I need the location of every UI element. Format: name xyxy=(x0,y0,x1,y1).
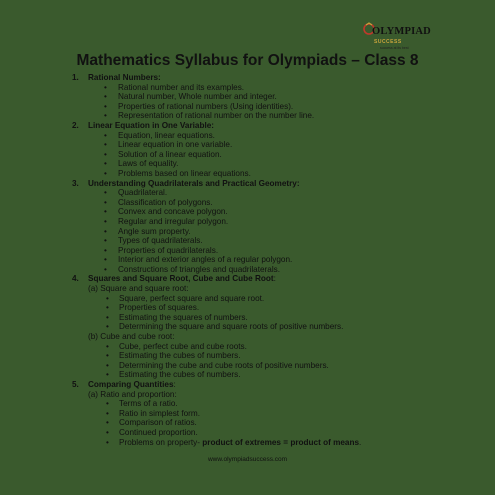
list-item: • Rational number and its examples. xyxy=(72,83,472,93)
item-suffix: . xyxy=(359,437,362,447)
logo-sub: SUCCESS xyxy=(374,39,402,45)
list-item: • Solution of a linear equation. xyxy=(72,150,472,160)
subsection-label: (b) Cube and cube root: xyxy=(88,332,175,342)
section-number: 4. xyxy=(72,274,79,284)
section-squares-cubes xyxy=(72,274,472,380)
list-item: • Problems based on linear equations. xyxy=(72,169,472,179)
section-rational-numbers xyxy=(72,73,472,121)
list-item xyxy=(72,438,472,448)
list-item: • Estimating the cubes of numbers. xyxy=(72,351,472,361)
section-title-suffix: : xyxy=(173,380,176,389)
list-item: • Properties of quadrilaterals. xyxy=(72,246,472,256)
footer-url: www.olympiadsuccess.com xyxy=(207,456,288,463)
list-item: • Terms of a ratio. xyxy=(72,399,472,409)
list-item: • Classification of polygons. xyxy=(72,198,472,208)
list-item: • Cube, perfect cube and cube roots. xyxy=(72,342,472,352)
list-item: • Types of quadrilaterals. xyxy=(72,236,472,246)
section-title: Rational Numbers: xyxy=(88,73,161,82)
section-linear-equation xyxy=(72,121,472,179)
list-item: • Properties of squares. xyxy=(72,303,472,313)
list-item: • Angle sum property. xyxy=(72,227,472,237)
list-item: • Estimating the squares of numbers. xyxy=(72,313,472,323)
list-item: • Quadrilateral. xyxy=(72,188,472,198)
section-comparing-quantities xyxy=(72,380,472,447)
section-number: 3. xyxy=(72,178,79,188)
list-item: • Properties of rational numbers (Using identities). xyxy=(72,102,472,112)
item-text: Problems on property- xyxy=(119,437,203,447)
logo-tagline: success at its best xyxy=(380,46,409,50)
section-number: 5. xyxy=(72,380,79,389)
section-number: 1. xyxy=(72,73,79,82)
section-number: 2. xyxy=(72,120,79,130)
list-item: • Estimating the cubes of numbers. xyxy=(72,370,472,380)
page-title: Mathematics Syllabus for Olympiads – Class 8 xyxy=(76,52,419,69)
list-item: • Continued proportion. xyxy=(72,428,472,438)
subsection-label: (a) Square and square root: xyxy=(88,284,189,294)
section-quadrilaterals xyxy=(72,179,472,275)
list-item: • Determining the square and square roots of positive numbers. xyxy=(72,322,472,332)
section-title: Understanding Quadrilaterals and Practical Geometry: xyxy=(88,178,300,188)
list-item: • Ratio in simplest form. xyxy=(72,409,472,419)
list-item: • Equation, linear equations. xyxy=(72,131,472,141)
section-title-suffix: : xyxy=(273,274,276,284)
logo-name: OLYMPIAD xyxy=(372,26,431,37)
item-bold-text: product of extremes = product of means xyxy=(202,437,360,447)
olympiad-success-logo xyxy=(362,22,434,52)
list-item: • Laws of equality. xyxy=(72,159,472,169)
section-title: Squares and Square Root, Cube and Cube Root xyxy=(88,274,274,284)
list-item: • Convex and concave polygon. xyxy=(72,207,472,217)
list-item: • Regular and irregular polygon. xyxy=(72,217,472,227)
syllabus-list xyxy=(72,73,472,447)
subsection-label: (a) Ratio and proportion: xyxy=(88,389,177,399)
list-item: • Representation of rational number on the number line. xyxy=(72,111,472,121)
list-item: • Linear equation in one variable. xyxy=(72,140,472,150)
list-item: • Square, perfect square and square root. xyxy=(72,294,472,304)
list-item: • Interior and exterior angles of a regular polygon. xyxy=(72,255,472,265)
section-title: Comparing Quantities xyxy=(88,380,174,389)
list-item: • Natural number, Whole number and integer. xyxy=(72,92,472,102)
list-item: • Comparison of ratios. xyxy=(72,418,472,428)
list-item: • Determining the cube and cube roots of positive numbers. xyxy=(72,361,472,371)
section-title: Linear Equation in One Variable: xyxy=(88,120,215,130)
list-item: • Constructions of triangles and quadrilaterals. xyxy=(72,265,472,275)
